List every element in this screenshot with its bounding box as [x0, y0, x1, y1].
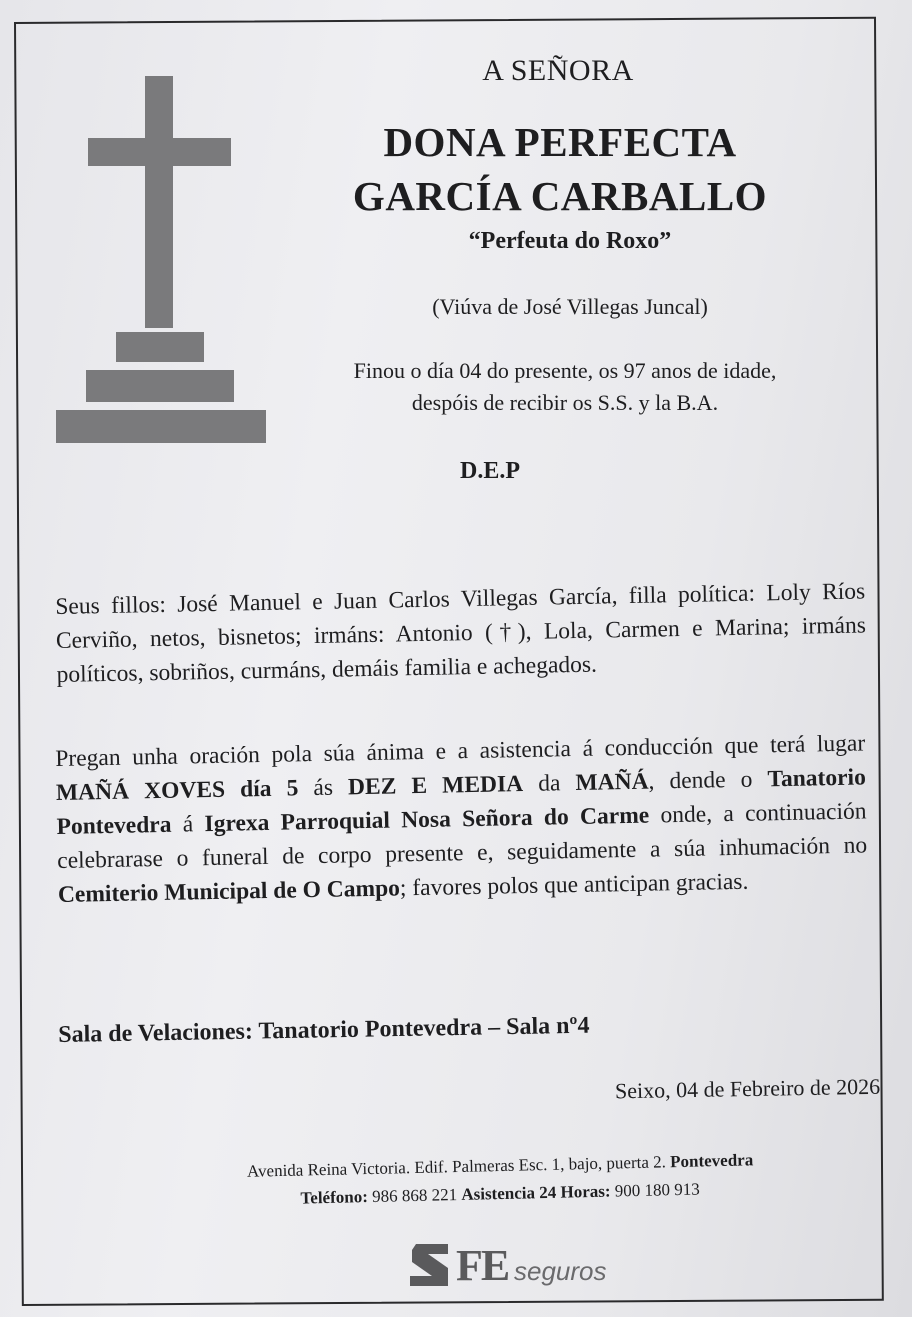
cross-icon-vertical — [145, 76, 173, 328]
ceremony-text: Pregan unha oración pola súa ánima e a asistencia á conducción que terá lugar — [55, 730, 866, 772]
notice-date: Seixo, 04 de Febreiro de 2026 — [614, 1073, 881, 1104]
dep-mark: D.E.P — [460, 458, 520, 484]
ceremony-church: Igrexa Parroquial Nosa Señora do Carme — [204, 802, 650, 838]
cross-icon-horizontal — [88, 138, 231, 166]
fe-seguros-logo — [410, 1240, 630, 1300]
assist-number: 900 180 913 — [610, 1179, 700, 1201]
ceremony-cemetery: Cemiterio Municipal de O Campo — [57, 875, 401, 908]
ceremony-day: MAÑÁ XOVES día 5 — [55, 775, 299, 806]
ceremony-text: onde, a continuación celebrarase o funeral de corpo presente e, seguidamente a súa inhumación no — [57, 798, 868, 874]
logo-suffix: seguros — [514, 1256, 607, 1286]
cross-base-step-3 — [56, 410, 266, 443]
ceremony-text: ás — [298, 774, 349, 802]
salutation: A SEÑORA — [482, 54, 634, 87]
viewing-room: Sala de Velaciones: Tanatorio Pontevedra – Sala nº4 — [58, 1012, 590, 1048]
deceased-nickname: “Perfeuta do Roxo” — [468, 228, 672, 254]
assist-label: Asistencia 24 Horas: — [461, 1181, 611, 1204]
death-notice-line-2: despóis de recibir os S.S. y la B.A. — [411, 390, 719, 415]
logo-brand: FE — [456, 1241, 509, 1290]
address-city: Pontevedra — [669, 1150, 754, 1172]
fe-logo-icon — [410, 1244, 448, 1286]
family-paragraph: Seus fillos: José Manuel e Juan Carlos Villegas García, filla política: Loly Ríos Cerviño, netos, bisnetos; irmáns: Antonio (†), Lola, Carmen e Marina; irmáns políticos, sobriños, curmáns, demáis familia e achegados. — [55, 578, 867, 688]
widow-of: (Viúva de José Villegas Juncal) — [432, 294, 708, 319]
ceremony-text: á — [171, 811, 205, 838]
ceremony-time: DEZ E MEDIA — [347, 771, 524, 801]
ceremony-origin: Tanatorio Pontevedra — [56, 764, 867, 840]
deceased-name-line-2: GARCÍA CARBALLO — [352, 173, 768, 219]
deceased-name-line-1: DONA PERFECTA — [383, 119, 737, 165]
phone-number: 986 868 221 — [367, 1184, 462, 1207]
death-notice-line-1: Finou o día 04 do presente, os 97 anos de idade, — [353, 358, 777, 383]
address-text: Avenida Reina Victoria. Edif. Palmeras Esc. 1, bajo, puerta 2. — [246, 1152, 671, 1181]
ceremony-paragraph — [55, 726, 868, 912]
ceremony-text: da — [522, 770, 576, 798]
ceremony-period: MAÑÁ — [575, 768, 649, 797]
ceremony-text: , dende o — [648, 766, 768, 795]
ceremony-text: ; favores polos que anticipan gracias. — [399, 868, 749, 902]
phone-label: Teléfono: — [300, 1187, 369, 1208]
cross-base-step-2 — [86, 370, 234, 402]
cross-base-step-1 — [116, 332, 204, 362]
